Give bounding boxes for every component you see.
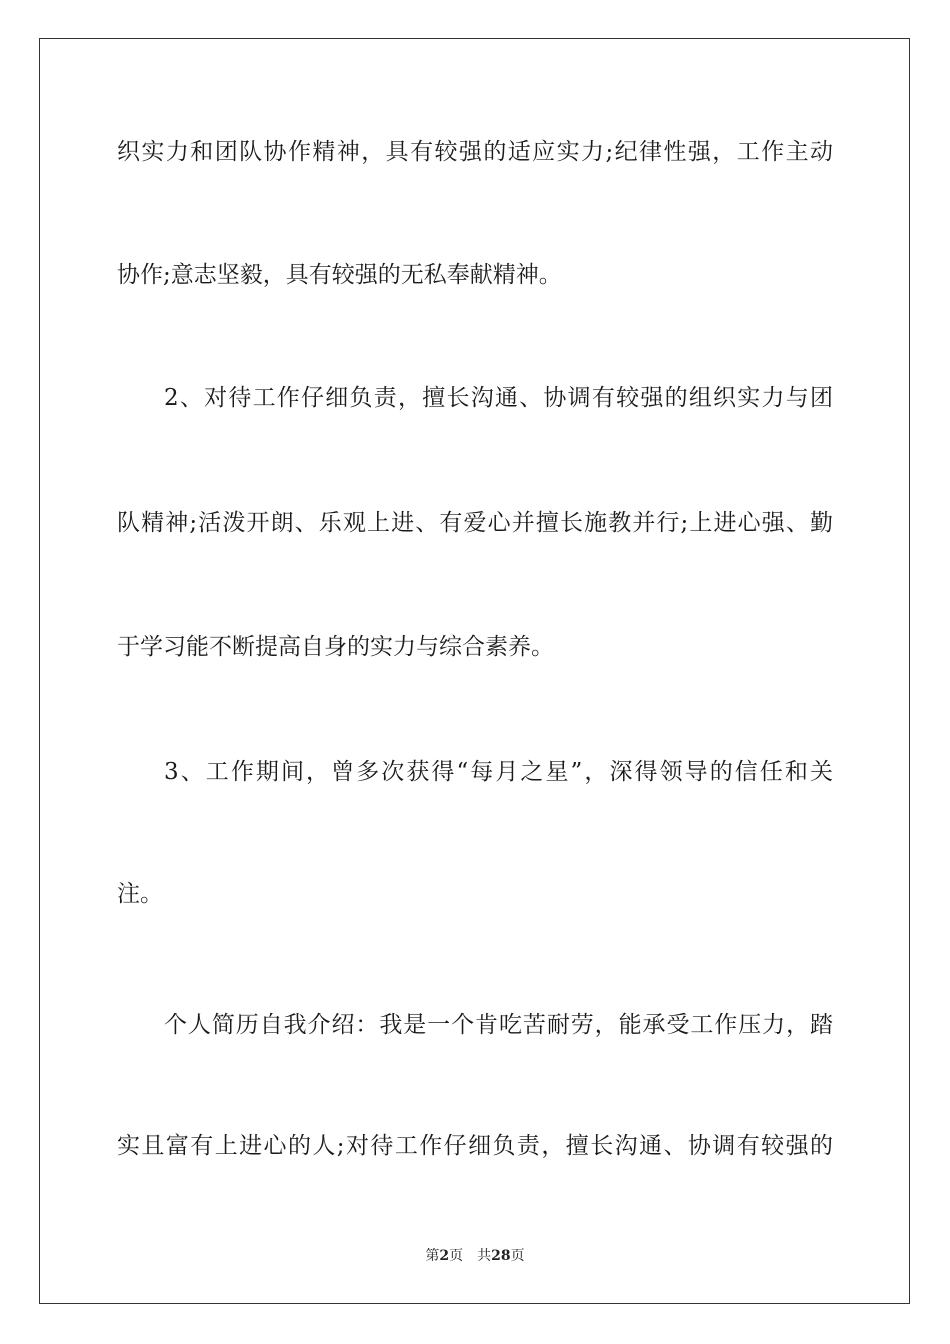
body-text-line: 实且富有上进心的人;对待工作仔细负责，擅长沟通、协调有较强的: [117, 1133, 833, 1159]
paragraph-3-first-line: 3、工作期间，曾多次获得“每月之星”，深得领导的信任和关: [164, 759, 833, 785]
page-suffix: 页: [449, 1248, 464, 1264]
paragraph-intro-first-line: 个人简历自我介绍：我是一个肯吃苦耐劳，能承受工作压力，踏: [164, 1012, 833, 1038]
total-suffix: 页: [510, 1248, 525, 1264]
body-text-line: 协作;意志坚毅，具有较强的无私奉献精神。: [117, 262, 562, 288]
paragraph-2-first-line: 2、对待工作仔细负责，擅长沟通、协调有较强的组织实力与团: [164, 385, 833, 411]
page-border: [39, 38, 910, 1304]
total-prefix: 共: [477, 1248, 492, 1264]
body-text-line: 于学习能不断提高自身的实力与综合素养。: [117, 634, 554, 660]
body-text-line: 织实力和团队协作精神，具有较强的适应实力;纪律性强，工作主动: [117, 139, 833, 165]
total-pages: 28: [491, 1248, 511, 1264]
page-number: 2: [439, 1248, 450, 1264]
body-text-line: 队精神;活泼开朗、乐观上进、有爱心并擅长施教并行;上进心强、勤: [117, 510, 833, 536]
page-footer: [0, 1246, 950, 1266]
body-text-line: 注。: [117, 881, 163, 907]
page-prefix: 第: [425, 1248, 440, 1264]
